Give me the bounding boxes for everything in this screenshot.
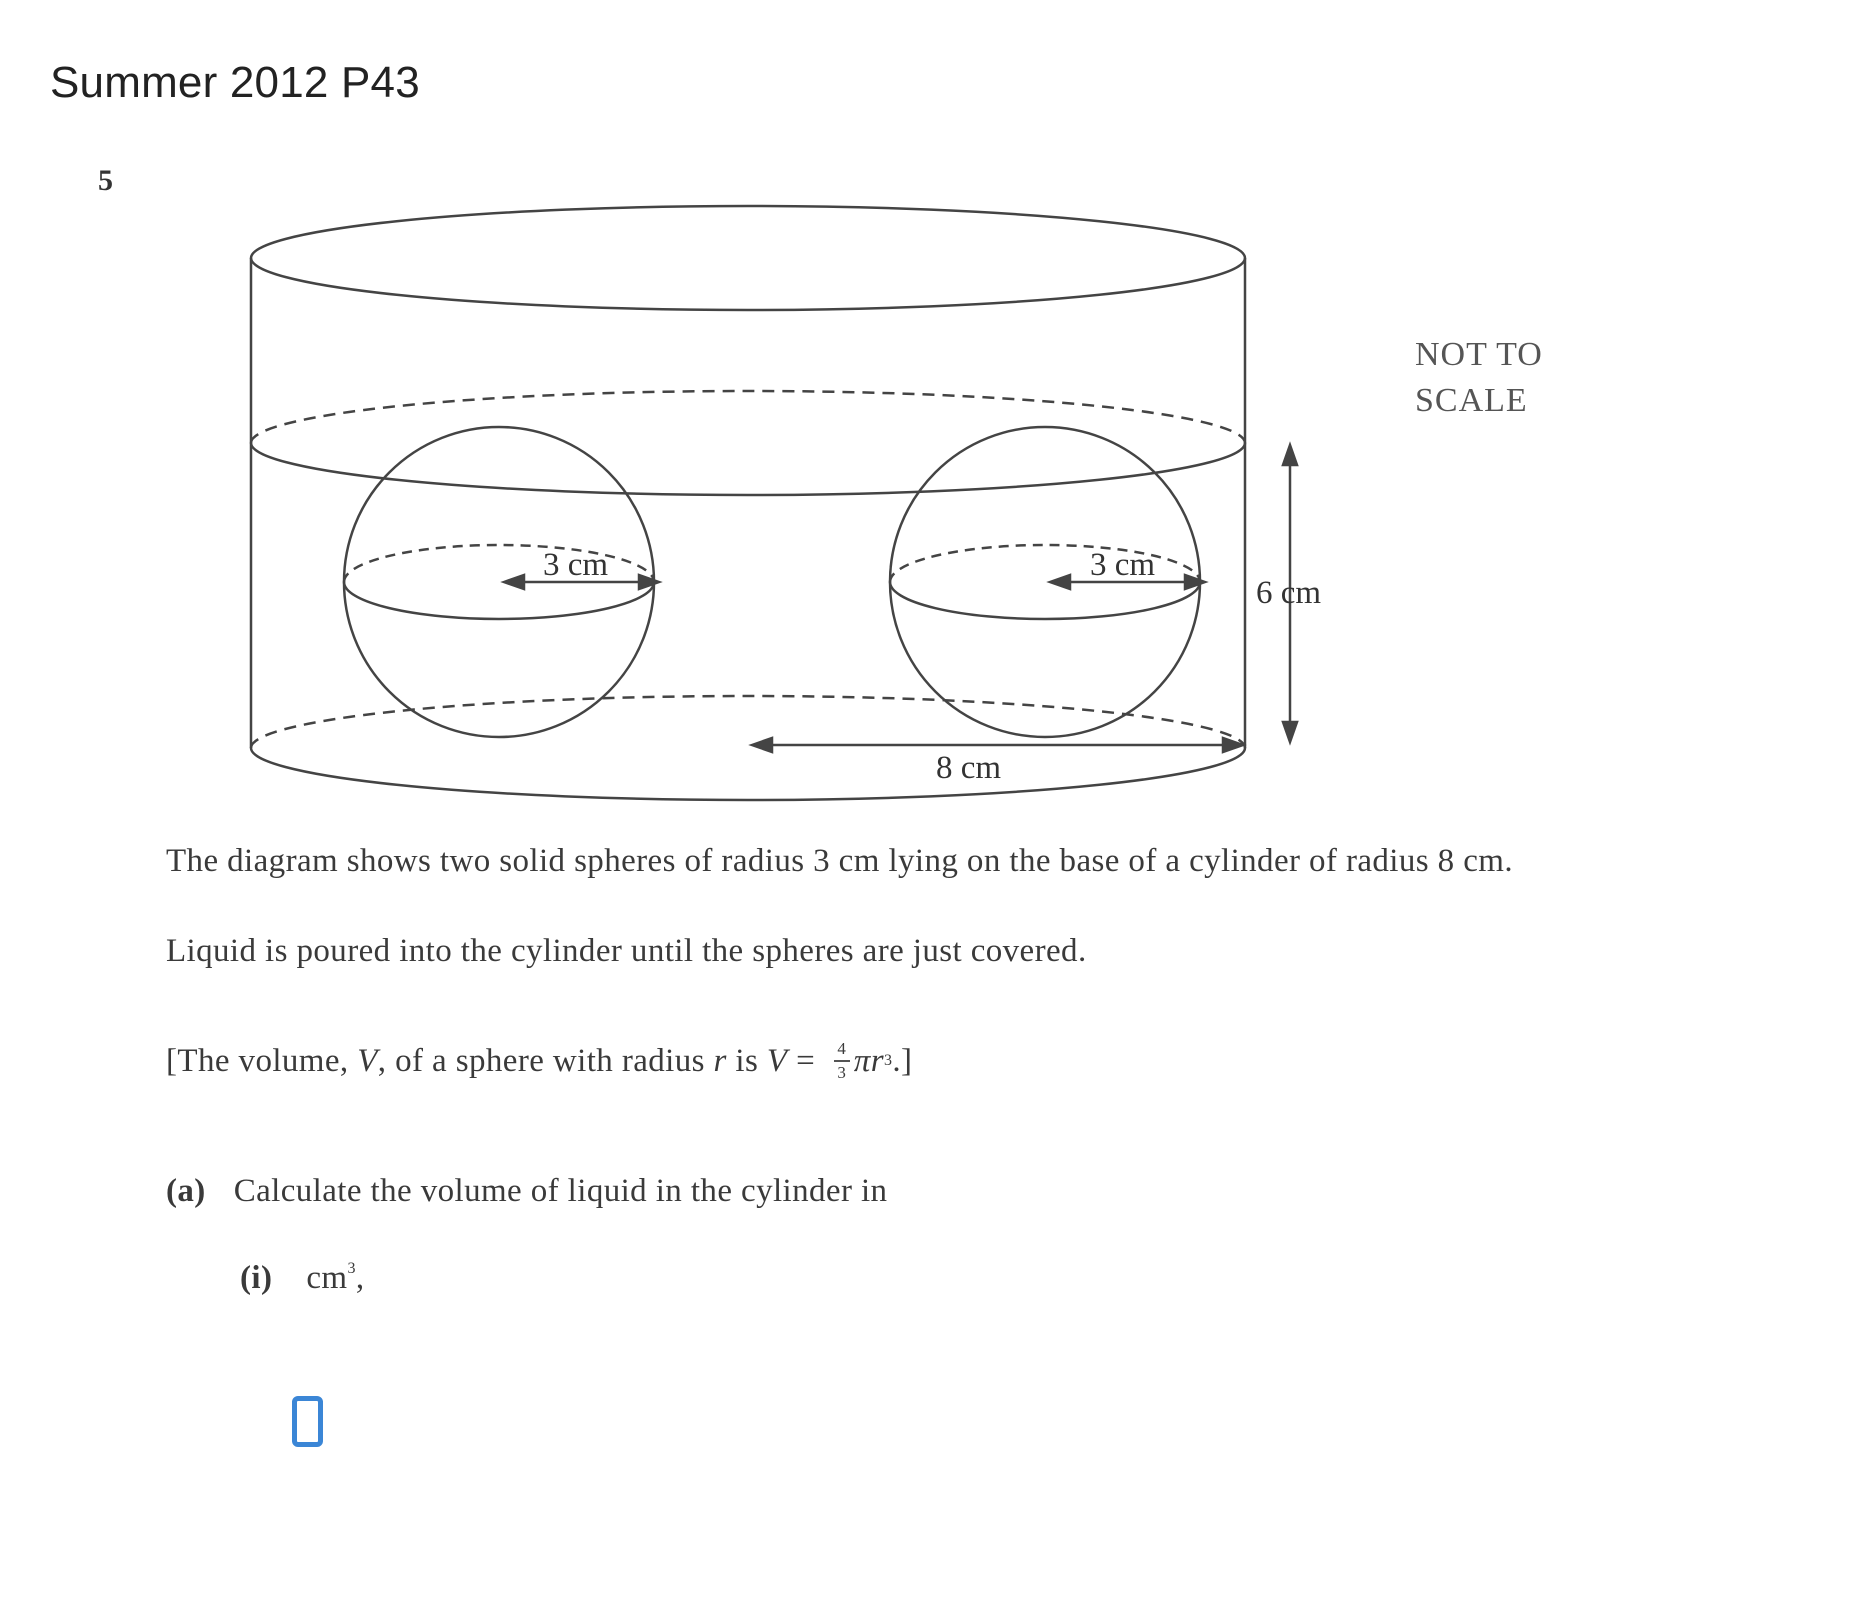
- formula-var-r: r: [713, 1042, 727, 1079]
- formula-prefix: [The volume,: [166, 1042, 358, 1079]
- question-number: 5: [98, 164, 113, 197]
- formula-var-v: V: [357, 1042, 378, 1079]
- question-part-i: [240, 1260, 365, 1297]
- arrowhead: [1283, 722, 1297, 742]
- formula-lhs: V: [766, 1042, 788, 1079]
- arrowhead: [1050, 575, 1070, 589]
- formula-suffix: .]: [892, 1042, 913, 1079]
- formula-pi-r: πr: [853, 1042, 884, 1079]
- part-i-punct: ,: [355, 1260, 365, 1296]
- cylinder-base-front: [251, 748, 1245, 800]
- height-label: 6 cm: [1256, 575, 1322, 611]
- note-line-2: SCALE: [1415, 382, 1528, 419]
- question-paragraph-1: The diagram shows two solid spheres of radius 3 cm lying on the base of a cylinder of radius 8 cm.: [166, 843, 1513, 879]
- part-i-exponent: 3: [347, 1260, 356, 1277]
- part-i-label: (i): [240, 1260, 273, 1296]
- liquid-surface-front: [251, 443, 1245, 495]
- answer-input-box[interactable]: [292, 1396, 323, 1447]
- arrowhead: [639, 575, 659, 589]
- page-title: Summer 2012 P43: [50, 58, 420, 107]
- note-line-1: NOT TO: [1415, 336, 1543, 373]
- formula-mid-2: is: [726, 1042, 767, 1079]
- fraction-bar: [834, 1060, 850, 1062]
- sphere-volume-formula: [166, 1040, 912, 1082]
- part-a-label: (a): [166, 1173, 206, 1209]
- arrowhead: [752, 738, 772, 752]
- sphere-right-equator-front: [890, 582, 1200, 619]
- part-i-unit: cm: [306, 1260, 348, 1296]
- part-a-text: Calculate the volume of liquid in the cylinder in: [233, 1173, 888, 1209]
- not-to-scale-note: [1415, 332, 1543, 424]
- formula-equals: =: [787, 1042, 824, 1079]
- fraction-numerator: 4: [837, 1039, 847, 1058]
- cylinder-top-ellipse: [251, 206, 1245, 310]
- sphere-left-radius-label: 3 cm: [543, 547, 609, 583]
- arrowhead: [1283, 445, 1297, 465]
- formula-fraction: [834, 1040, 850, 1082]
- sphere-left-equator-front: [344, 582, 654, 619]
- arrowhead: [504, 575, 524, 589]
- formula-exponent: 3: [883, 1052, 893, 1069]
- cylinder-base-back: [251, 696, 1245, 748]
- question-part-a: [166, 1173, 887, 1210]
- sphere-right-radius-label: 3 cm: [1090, 547, 1156, 583]
- arrowhead: [1185, 575, 1205, 589]
- question-paragraph-2: Liquid is poured into the cylinder until the spheres are just covered.: [166, 933, 1087, 969]
- cylinder-radius-label: 8 cm: [936, 750, 1002, 786]
- fraction-denominator: 3: [837, 1063, 847, 1082]
- formula-mid-1: , of a sphere with radius: [377, 1042, 714, 1079]
